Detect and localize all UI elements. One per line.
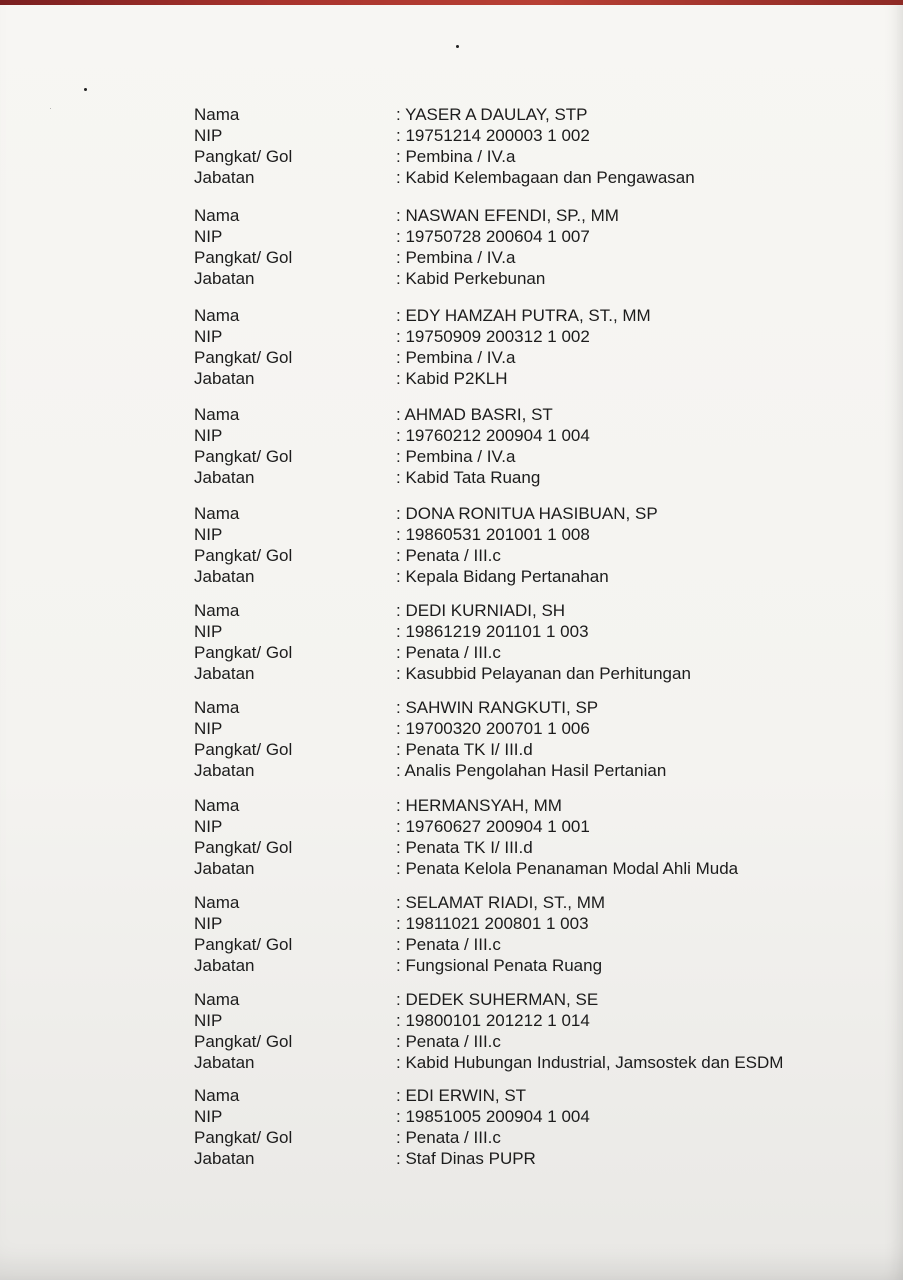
label-pangkat: Pangkat/ Gol — [194, 248, 293, 267]
label-nip: NIP — [194, 914, 223, 933]
label-jabatan: Jabatan — [194, 664, 255, 683]
personnel-entry — [0, 205, 903, 289]
value-nama: : DEDI KURNIADI, SH — [396, 600, 565, 621]
top-edge-strip — [0, 0, 903, 5]
value-jabatan: : Kepala Bidang Pertanahan — [396, 566, 609, 587]
value-pangkat: : Penata / III.c — [396, 934, 501, 955]
label-nip: NIP — [194, 1107, 223, 1126]
value-pangkat: : Penata TK I/ III.d — [396, 837, 533, 858]
value-nama: : NASWAN EFENDI, SP., MM — [396, 205, 619, 226]
label-pangkat: Pangkat/ Gol — [194, 838, 293, 857]
label-nama: Nama — [194, 306, 240, 325]
label-jabatan: Jabatan — [194, 1053, 255, 1072]
value-pangkat: : Penata / III.c — [396, 545, 501, 566]
label-nip: NIP — [194, 622, 223, 641]
label-jabatan: Jabatan — [194, 567, 255, 586]
label-nama: Nama — [194, 796, 240, 815]
value-jabatan: : Staf Dinas PUPR — [396, 1148, 536, 1169]
label-pangkat: Pangkat/ Gol — [194, 447, 293, 466]
ink-speck — [456, 45, 459, 48]
value-jabatan: : Analis Pengolahan Hasil Pertanian — [396, 760, 666, 781]
value-nip: : 19750909 200312 1 002 — [396, 326, 590, 347]
personnel-entry — [0, 989, 903, 1073]
label-jabatan: Jabatan — [194, 859, 255, 878]
value-jabatan: : Kabid Tata Ruang — [396, 467, 540, 488]
value-nip: : 19811021 200801 1 003 — [396, 913, 589, 934]
value-nama: : SAHWIN RANGKUTI, SP — [396, 697, 598, 718]
label-jabatan: Jabatan — [194, 369, 255, 388]
label-pangkat: Pangkat/ Gol — [194, 348, 293, 367]
value-pangkat: : Penata / III.c — [396, 642, 501, 663]
value-pangkat: : Pembina / IV.a — [396, 347, 515, 368]
label-nip: NIP — [194, 1011, 223, 1030]
label-jabatan: Jabatan — [194, 269, 255, 288]
personnel-entry — [0, 104, 903, 188]
label-nama: Nama — [194, 601, 240, 620]
value-pangkat: : Pembina / IV.a — [396, 446, 515, 467]
value-nip: : 19750728 200604 1 007 — [396, 226, 590, 247]
value-pangkat: : Penata / III.c — [396, 1127, 501, 1148]
value-nip: : 19760212 200904 1 004 — [396, 425, 590, 446]
label-nama: Nama — [194, 405, 240, 424]
label-nama: Nama — [194, 105, 240, 124]
personnel-entry — [0, 600, 903, 684]
label-jabatan: Jabatan — [194, 956, 255, 975]
value-jabatan: : Kabid Hubungan Industrial, Jamsostek dan ESDM — [396, 1052, 783, 1073]
value-jabatan: : Fungsional Penata Ruang — [396, 955, 602, 976]
label-pangkat: Pangkat/ Gol — [194, 740, 293, 759]
personnel-entry — [0, 795, 903, 879]
label-pangkat: Pangkat/ Gol — [194, 1032, 293, 1051]
value-nip: : 19700320 200701 1 006 — [396, 718, 590, 739]
value-nip: : 19861219 201101 1 003 — [396, 621, 589, 642]
personnel-entry — [0, 503, 903, 587]
label-pangkat: Pangkat/ Gol — [194, 643, 293, 662]
value-nama: : DONA RONITUA HASIBUAN, SP — [396, 503, 658, 524]
value-nip: : 19860531 201001 1 008 — [396, 524, 590, 545]
label-pangkat: Pangkat/ Gol — [194, 147, 293, 166]
label-nip: NIP — [194, 327, 223, 346]
value-nip: : 19851005 200904 1 004 — [396, 1106, 590, 1127]
value-jabatan: : Kasubbid Pelayanan dan Perhitungan — [396, 663, 691, 684]
value-nama: : HERMANSYAH, MM — [396, 795, 562, 816]
label-jabatan: Jabatan — [194, 761, 255, 780]
label-nama: Nama — [194, 893, 240, 912]
value-nama: : SELAMAT RIADI, ST., MM — [396, 892, 605, 913]
label-nama: Nama — [194, 504, 240, 523]
label-jabatan: Jabatan — [194, 468, 255, 487]
value-pangkat: : Penata / III.c — [396, 1031, 501, 1052]
ink-speck — [84, 88, 87, 91]
label-nama: Nama — [194, 206, 240, 225]
personnel-entry — [0, 697, 903, 781]
value-nama: : YASER A DAULAY, STP — [396, 104, 588, 125]
personnel-entry — [0, 1085, 903, 1169]
value-nama: : DEDEK SUHERMAN, SE — [396, 989, 598, 1010]
label-nip: NIP — [194, 525, 223, 544]
value-pangkat: : Pembina / IV.a — [396, 247, 515, 268]
label-nama: Nama — [194, 990, 240, 1009]
value-nip: : 19760627 200904 1 001 — [396, 816, 590, 837]
value-nip: : 19800101 201212 1 014 — [396, 1010, 590, 1031]
personnel-entry — [0, 404, 903, 488]
label-nip: NIP — [194, 817, 223, 836]
label-pangkat: Pangkat/ Gol — [194, 1128, 293, 1147]
value-nip: : 19751214 200003 1 002 — [396, 125, 590, 146]
personnel-entry — [0, 305, 903, 389]
value-jabatan: : Kabid Perkebunan — [396, 268, 545, 289]
label-nama: Nama — [194, 1086, 240, 1105]
personnel-entry — [0, 892, 903, 976]
value-pangkat: : Penata TK I/ III.d — [396, 739, 533, 760]
label-nip: NIP — [194, 426, 223, 445]
label-nama: Nama — [194, 698, 240, 717]
value-jabatan: : Kabid P2KLH — [396, 368, 508, 389]
label-pangkat: Pangkat/ Gol — [194, 546, 293, 565]
label-nip: NIP — [194, 719, 223, 738]
label-pangkat: Pangkat/ Gol — [194, 935, 293, 954]
value-pangkat: : Pembina / IV.a — [396, 146, 515, 167]
label-nip: NIP — [194, 126, 223, 145]
value-jabatan: : Kabid Kelembagaan dan Pengawasan — [396, 167, 695, 188]
value-jabatan: : Penata Kelola Penanaman Modal Ahli Muda — [396, 858, 738, 879]
label-nip: NIP — [194, 227, 223, 246]
value-nama: : EDI ERWIN, ST — [396, 1085, 526, 1106]
label-jabatan: Jabatan — [194, 168, 255, 187]
value-nama: : AHMAD BASRI, ST — [396, 404, 553, 425]
label-jabatan: Jabatan — [194, 1149, 255, 1168]
value-nama: : EDY HAMZAH PUTRA, ST., MM — [396, 305, 651, 326]
